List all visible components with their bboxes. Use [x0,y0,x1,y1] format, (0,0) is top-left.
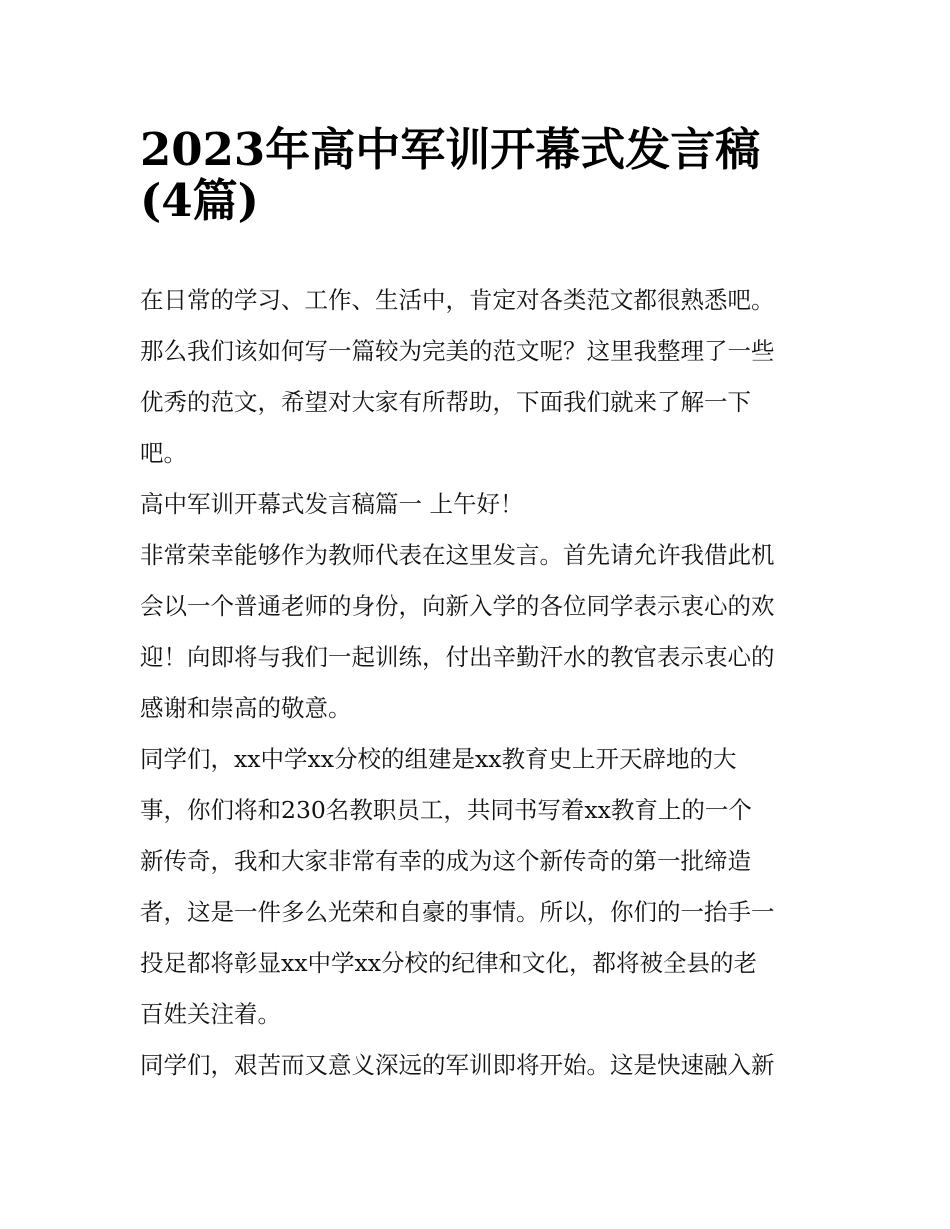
text-line: 同学们，xx中学xx分校的组建是xx教育史上开天辟地的大 [140,745,737,773]
text-line: 投足都将彰显xx中学xx分校的纪律和文化，都将被全县的老 [140,949,758,977]
text-line: 事，你们将和230名教职员工，共同书写着xx教育上的一个 [140,796,752,824]
paragraph-intro [140,275,820,479]
text-line: 新传奇，我和大家非常有幸的成为这个新传奇的第一批缔造 [140,847,751,875]
text-line: 迎！向即将与我们一起训练，付出辛勤汗水的教官表示衷心的 [140,643,775,671]
paragraph [140,530,820,734]
document-body [140,275,820,1091]
paragraph [140,1040,820,1091]
document-title [140,112,820,227]
paragraph [140,734,820,1040]
text-line: 感谢和崇高的敬意。 [140,694,352,722]
text-line: 会以一个普通老师的身份，向新入学的各位同学表示衷心的欢 [140,592,775,620]
text-line: 高中军训开幕式发言稿篇一 上午好！ [140,490,524,518]
text-line: 者，这是一件多么光荣和自豪的事情。所以，你们的一抬手一 [140,898,775,926]
text-line: 同学们，艰苦而又意义深远的军训即将开始。这是快速融入新 [140,1051,775,1079]
paragraph-section-heading [140,479,820,530]
text-line: 那么我们该如何写一篇较为完美的范文呢？这里我整理了一些 [140,337,775,365]
text-line: 优秀的范文，希望对大家有所帮助，下面我们就来了解一下 [140,388,751,416]
text-line: 非常荣幸能够作为教师代表在这里发言。首先请允许我借此机 [140,541,775,569]
text-line: 在日常的学习、工作、生活中，肯定对各类范文都很熟悉吧。 [140,286,775,314]
title-line: (4篇) [140,174,259,227]
title-line: 2023年高中军训开幕式发言稿 [140,123,761,176]
text-line: 吧。 [140,439,187,467]
text-line: 百姓关注着。 [140,1000,281,1028]
